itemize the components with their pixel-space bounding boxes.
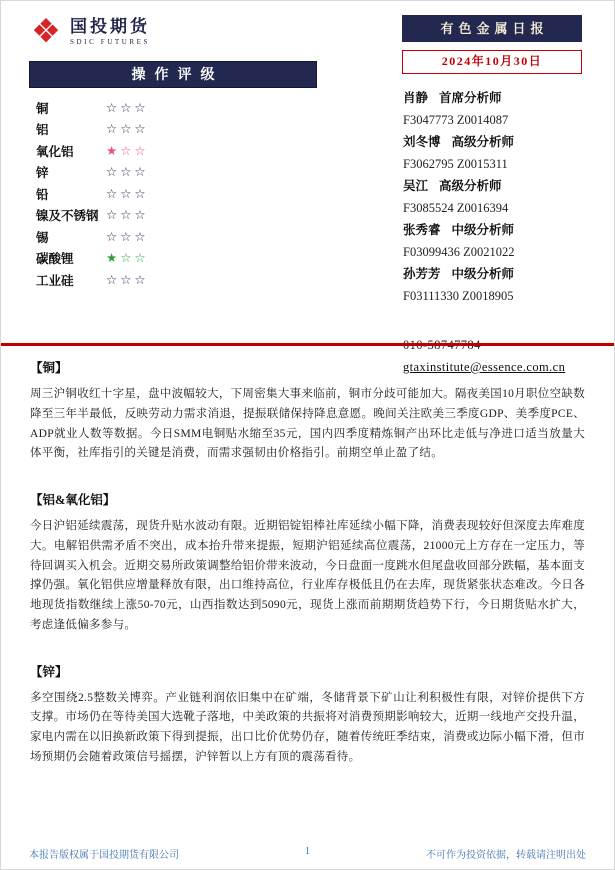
rating-row-lithium <box>29 248 317 270</box>
analyst-name: 吴江 <box>403 179 429 193</box>
section-copper <box>30 358 585 464</box>
rating-row-copper <box>29 97 317 119</box>
analyst-name: 刘冬博 <box>403 135 441 149</box>
report-date: 2024年10月30日 <box>402 50 582 74</box>
section-body: 今日沪铝延续震荡，现货升贴水波动有限。近期铝锭铝棒社库延续小幅下降，消费表现较好但深度去库难度大。电解铝供需矛盾不突出，成本抬升带来提振，短期沪铝延续高位震荡，21000元上方存在一定压力，等待回调买入机会。近期交易所政策调整给铝价带来波动，今日盘面一度跳水但尾盘收回部分跌幅，基本面支撑仍强。氧化铝供应增量释放有限，出口维持高位，行业库存极低且仍在去库，现货紧张状态难改。今日各地现货指数继续上涨50-70元，山西指数达到5090元，现货上涨而前期期货趋势下行，今日期货贴水扩大，考虑逢低偏多参与。 <box>30 520 585 631</box>
analyst-entry <box>403 131 598 175</box>
red-divider <box>1 343 614 346</box>
footer <box>29 846 586 860</box>
section-title: 【铝&氧化铝】 <box>30 493 116 508</box>
rating-metal-name: 铝 <box>36 123 49 138</box>
rating-metal-name: 锡 <box>36 230 49 245</box>
brand-name: 国投期货 <box>70 16 150 36</box>
rating-metal-name: 氧化铝 <box>36 144 74 159</box>
rating-row-alumina <box>29 140 317 162</box>
section-title: 【铜】 <box>30 361 68 375</box>
rating-stars: ☆☆☆ <box>106 229 149 244</box>
rating-metal-name: 镍及不锈钢 <box>36 209 99 224</box>
rating-metal-name: 碳酸锂 <box>36 252 74 267</box>
section-aluminum-alumina <box>30 490 585 636</box>
analyst-name: 肖静 <box>403 91 429 105</box>
analyst-codes: F3062795 Z0015311 <box>403 157 508 171</box>
analysts-panel <box>403 87 598 378</box>
contact-email-link[interactable]: gtaxinstitute@essence.com.cn <box>403 360 566 374</box>
report-body <box>30 358 585 794</box>
rating-stars: ☆☆☆ <box>106 186 149 201</box>
rating-stars: ☆☆☆ <box>106 100 149 115</box>
analyst-entry <box>403 175 598 219</box>
page-number: 1 <box>305 846 310 857</box>
rating-stars: ★☆☆ <box>106 143 149 158</box>
analyst-entry <box>403 263 598 307</box>
analyst-title: 高级分析师 <box>439 179 502 193</box>
rating-stars: ☆☆☆ <box>106 165 149 179</box>
report-header <box>402 15 582 74</box>
rating-stars: ★☆☆ <box>106 251 149 265</box>
rating-stars: ☆☆☆ <box>106 272 149 287</box>
analyst-title: 中级分析师 <box>451 223 515 237</box>
section-body: 周三沪铜收红十字星，盘中波幅较大，下周密集大事来临前，铜市分歧可能加大。隔夜美国10月职位空缺数降至三年半最低，反映劳动力需求消退，提振联储保持降息意愿。晚间关注欧美三季度GDP、美季度PCE、ADP就业人数等数据。今日SMM电铜贴水缩至35元，国内四季度精炼铜产出环比走低与净进口适当放量大体平衡，社库指引的关键是消费，而需求强韧由价格指引。前期空单止盈了结。 <box>30 388 585 460</box>
ratings-header: 操作评级 <box>29 61 317 88</box>
ratings-panel <box>29 61 317 291</box>
footer-disclaimer: 不可作为投资依据，转载请注明出处 <box>426 850 586 861</box>
analyst-name: 孙芳芳 <box>403 267 441 281</box>
analyst-title: 高级分析师 <box>451 135 515 149</box>
analyst-title: 中级分析师 <box>451 267 515 281</box>
rating-row-tin <box>29 226 317 248</box>
section-body: 多空围绕2.5整数关博弈。产业链利润依旧集中在矿端，冬储背景下矿山让利积极性有限，对锌价提供下方支撑。市场仍在等待美国大选靴子落地，中美政策的共振将对消费预期影响较大，近期一线地产交投升温，家电内需在以旧换新政策下得到提振，出口比价优势仍存，随着传统旺季结束，消费或边际小幅下滑，但市场预期仍会随着政策信号摇摆，沪锌暂以上方有顶的震荡看待。 <box>30 691 585 763</box>
section-title: 【锌】 <box>30 664 68 679</box>
analyst-name: 张秀睿 <box>403 223 441 237</box>
logo <box>29 17 150 47</box>
rating-row-nickel <box>29 205 317 227</box>
footer-copyright: 本报告版权属于国投期货有限公司 <box>29 850 179 861</box>
analyst-codes: F03099436 Z0021022 <box>403 245 515 259</box>
rating-stars: ☆☆☆ <box>106 208 149 222</box>
logo-text <box>70 18 150 47</box>
rating-row-lead <box>29 183 317 205</box>
rating-metal-name: 铅 <box>36 187 49 202</box>
rating-stars: ☆☆☆ <box>106 122 149 136</box>
analyst-entry <box>403 219 598 263</box>
rating-row-silicon <box>29 269 317 291</box>
section-zinc <box>30 662 585 768</box>
analyst-codes: F3085524 Z0016394 <box>403 201 509 215</box>
analyst-title: 首席分析师 <box>439 91 502 105</box>
analyst-entry <box>403 87 598 131</box>
analyst-codes: F3047773 Z0014087 <box>403 113 509 127</box>
brand-subtitle: SDIC FUTURES <box>70 38 151 47</box>
rating-row-aluminum <box>29 119 317 141</box>
rating-metal-name: 锌 <box>36 166 49 181</box>
rating-row-zinc <box>29 162 317 184</box>
report-title: 有色金属日报 <box>402 15 582 42</box>
analyst-codes: F03111330 Z0018905 <box>403 289 514 303</box>
logo-diamond-icon <box>29 17 63 47</box>
rating-metal-name: 铜 <box>36 101 49 116</box>
rating-metal-name: 工业硅 <box>36 273 74 288</box>
ratings-rows <box>29 88 317 291</box>
